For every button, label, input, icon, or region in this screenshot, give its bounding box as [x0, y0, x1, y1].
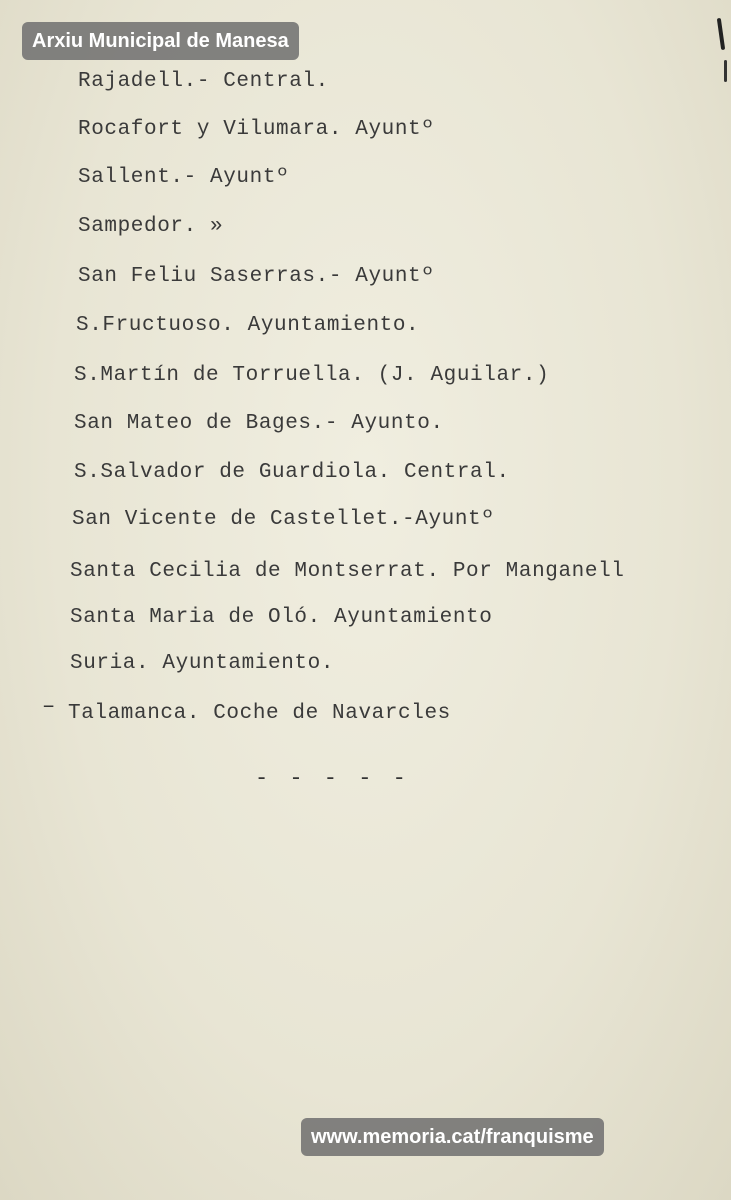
separator: - - - - -: [255, 766, 410, 791]
list-item: Suria. Ayuntamiento.: [70, 652, 335, 675]
list-item: S.Salvador de Guardiola. Central.: [74, 461, 510, 484]
list-item: Rajadell.- Central.: [78, 70, 329, 93]
ink-mark: [724, 60, 727, 82]
list-item: Santa Maria de Oló. Ayuntamiento: [70, 606, 493, 629]
list-item: Rocafort y Vilumara. Ayuntº: [78, 118, 435, 141]
bleed-through: [40, 870, 700, 893]
list-item: Sampedor. »: [78, 215, 224, 238]
list-item: S.Martín de Torruella. (J. Aguilar.): [74, 364, 550, 387]
list-item: Sallent.- Ayuntº: [78, 166, 290, 189]
list-item: Talamanca. Coche de Navarcles: [68, 702, 451, 725]
list-item: Santa Cecilia de Montserrat. Por Manganell: [70, 560, 625, 583]
list-item: San Mateo de Bages.- Ayunto.: [74, 412, 444, 435]
list-item: S.Fructuoso. Ayuntamiento.: [76, 314, 420, 337]
list-item: San Feliu Saserras.- Ayuntº: [78, 265, 435, 288]
source-url-watermark: www.memoria.cat/franquisme: [301, 1118, 604, 1156]
list-item: San Vicente de Castellet.-Ayuntº: [72, 508, 495, 531]
archive-watermark: Arxiu Municipal de Manesa: [22, 22, 299, 60]
margin-dash: –: [42, 694, 56, 719]
